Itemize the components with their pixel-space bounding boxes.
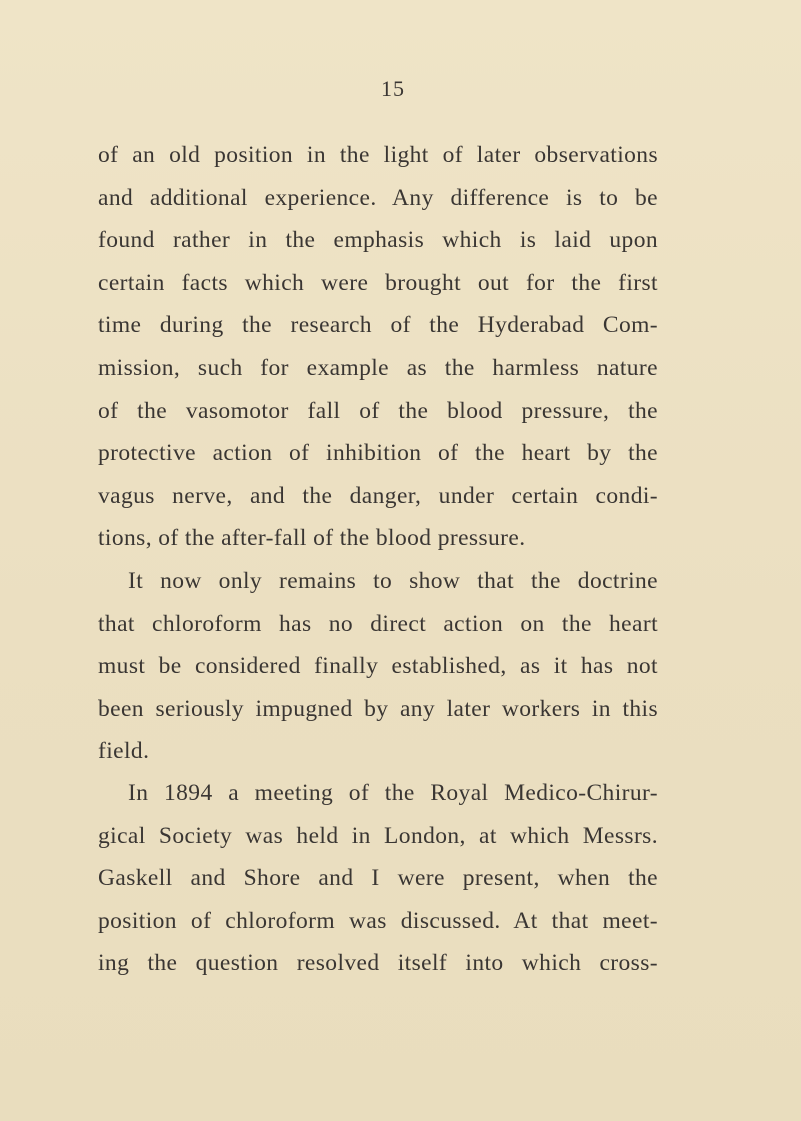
paragraph-3 bbox=[98, 772, 658, 985]
text-line: It now only remains to show that the doctrine bbox=[128, 568, 658, 594]
text-line: mission, such for example as the harmless nature bbox=[98, 354, 658, 381]
text-line: position of chloroform was discussed. At that meet- bbox=[98, 907, 658, 934]
text-line: Gaskell and Shore and I were present, when the bbox=[98, 865, 658, 892]
text-line: vagus nerve, and the danger, under certain condi- bbox=[98, 482, 658, 509]
text-line: gical Society was held in London, at which Messrs. bbox=[98, 822, 658, 849]
text-line: must be considered finally established, as it has not bbox=[98, 653, 658, 680]
text-line: In 1894 a meeting of the Royal Medico-Chirur- bbox=[128, 780, 658, 806]
text-line: ing the question resolved itself into which cross- bbox=[98, 950, 658, 977]
text-line: certain facts which were brought out for the first bbox=[98, 269, 658, 296]
page-number: 15 bbox=[381, 76, 405, 101]
text-line: tions, of the after-fall of the blood pressure. bbox=[98, 525, 526, 552]
paragraph-2 bbox=[98, 560, 658, 773]
paragraph-1 bbox=[98, 134, 658, 560]
text-line: protective action of inhibition of the heart by the bbox=[98, 440, 658, 467]
text-line: found rather in the emphasis which is laid upon bbox=[98, 227, 658, 254]
text-line: field. bbox=[98, 738, 150, 765]
text-line: of an old position in the light of later observations bbox=[98, 142, 658, 168]
text-line: been seriously impugned by any later workers in this bbox=[98, 695, 658, 722]
text-line: that chloroform has no direct action on the heart bbox=[98, 610, 658, 637]
text-line: time during the research of the Hyderabad Com- bbox=[98, 312, 658, 339]
text-line: of the vasomotor fall of the blood pressure, the bbox=[98, 397, 658, 424]
text-line: and additional experience. Any difference is to be bbox=[98, 184, 658, 211]
